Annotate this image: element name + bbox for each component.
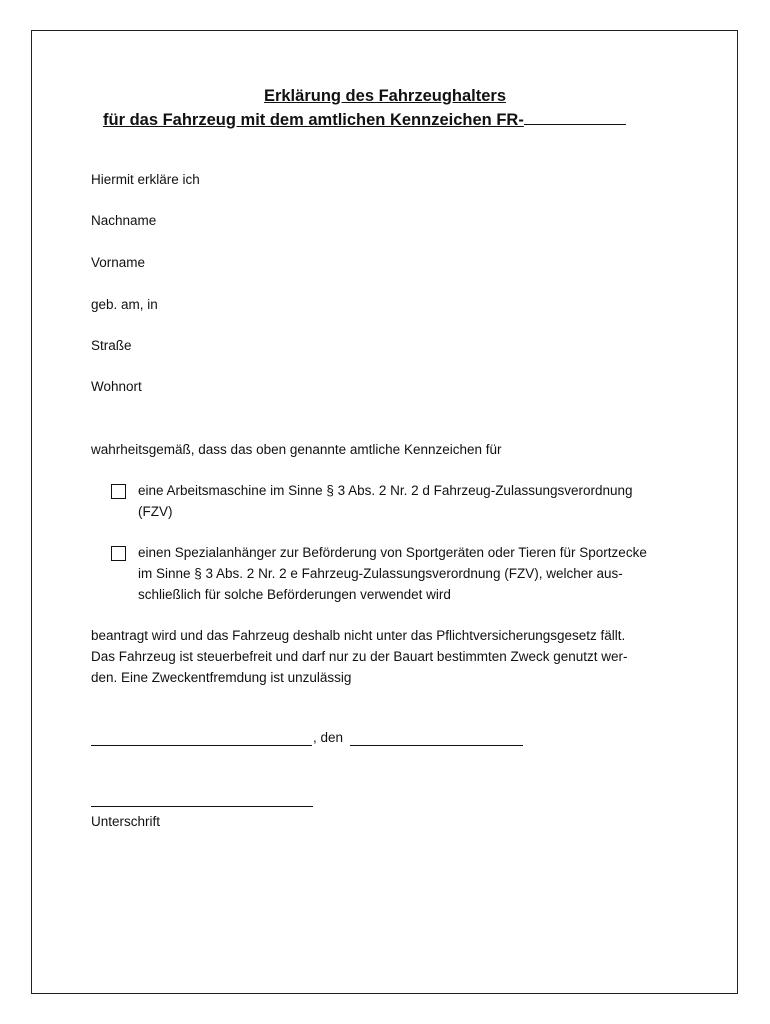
closing-line: Das Fahrzeug ist steuerbefreit und darf nur zu der Bauart bestimmten Zweck genutzt wer-: [91, 649, 628, 664]
option-1-text: [138, 480, 633, 522]
option-1-line: (FZV): [138, 504, 173, 519]
lastname-label: Nachname: [91, 213, 157, 228]
intro-text: Hiermit erkläre ich: [91, 172, 200, 187]
option-2-text: [138, 542, 647, 605]
firstname-label: Vorname: [91, 255, 146, 270]
option-2-line: schließlich für solche Beförderungen verwendet wird: [138, 587, 451, 602]
city-label: Wohnort: [91, 379, 142, 394]
signature-blank[interactable]: [91, 806, 313, 807]
closing-line: beantragt wird und das Fahrzeug deshalb nicht unter das Pflichtversicherungsgesetz fällt.: [91, 628, 626, 643]
closing-paragraph: [91, 625, 628, 688]
closing-line: den. Eine Zweckentfremdung ist unzulässig: [91, 670, 352, 685]
option-2-line: einen Spezialanhänger zur Beförderung von Sportgeräten oder Tieren für Sportzecke: [138, 545, 647, 560]
date-blank[interactable]: [350, 745, 523, 746]
license-plate-blank[interactable]: [524, 109, 626, 125]
street-label: Straße: [91, 338, 132, 353]
option-1-checkbox[interactable]: [111, 484, 126, 499]
den-label: , den: [313, 730, 344, 745]
option-2-line: im Sinne § 3 Abs. 2 Nr. 2 e Fahrzeug-Zulassungsverordnung (FZV), welcher aus-: [138, 566, 623, 581]
birth-label: geb. am, in: [91, 297, 158, 312]
signature-label: Unterschrift: [91, 814, 161, 829]
statement-text: wahrheitsgemäß, dass das oben genannte amtliche Kennzeichen für: [91, 442, 502, 457]
document-title: Erklärung des Fahrzeughalters: [263, 87, 507, 105]
subtitle-text: für das Fahrzeug mit dem amtlichen Kennzeichen FR-: [103, 111, 524, 129]
place-blank[interactable]: [91, 745, 312, 746]
option-1-line: eine Arbeitsmaschine im Sinne § 3 Abs. 2 Nr. 2 d Fahrzeug-Zulassungsverordnung: [138, 483, 633, 498]
option-2-checkbox[interactable]: [111, 546, 126, 561]
document-subtitle: [103, 109, 626, 130]
